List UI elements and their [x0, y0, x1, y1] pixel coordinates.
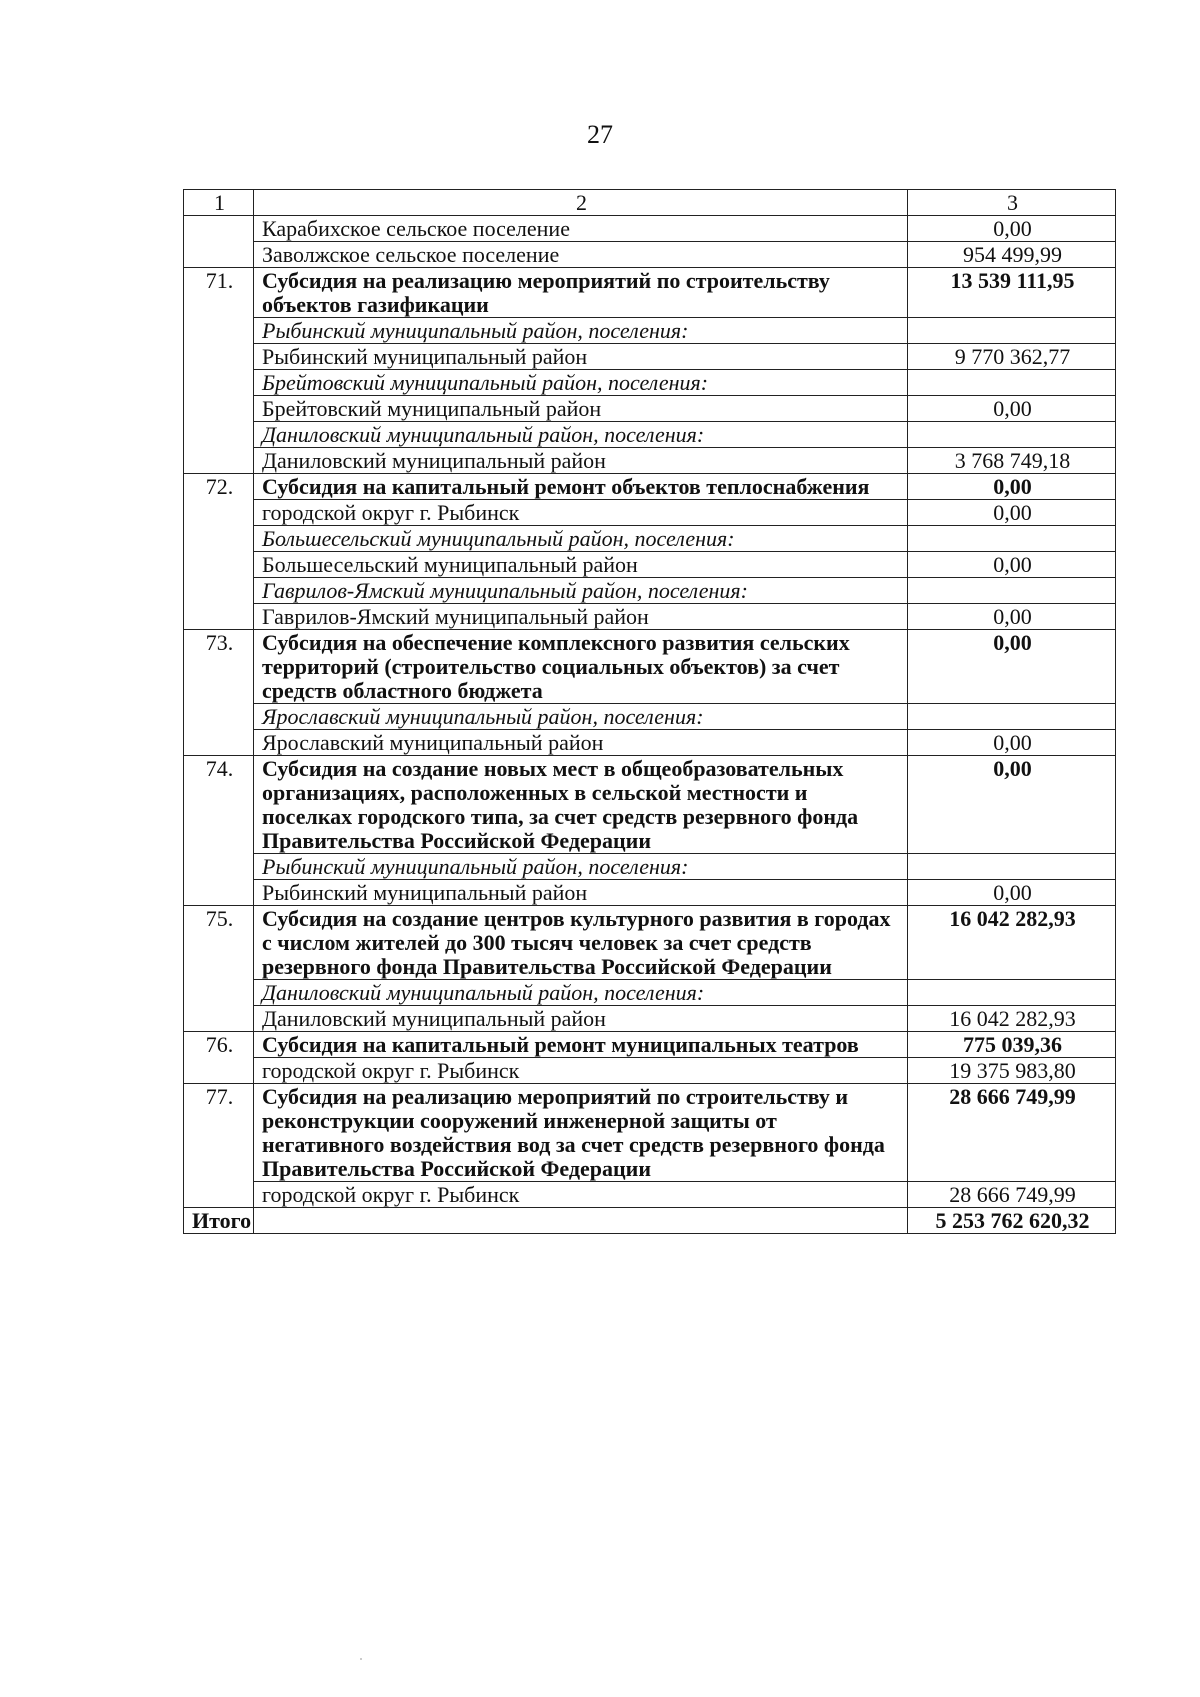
subsidy-item-row — [184, 756, 1116, 854]
subsidy-amount: 16 042 282,93 — [908, 906, 1116, 980]
subsidy-title: Субсидия на реализацию мероприятий по строительству объектов газификации — [254, 268, 908, 318]
item-number: 72. — [184, 474, 254, 630]
subsidy-amount: 0,00 — [908, 756, 1116, 854]
district-subheader-row — [184, 980, 1116, 1006]
recipient-row — [184, 216, 1116, 242]
recipient-name: Гаврилов-Ямский муниципальный район — [254, 604, 908, 630]
district-subheader-amount — [908, 370, 1116, 396]
recipient-name: Карабихское сельское поселение — [254, 216, 908, 242]
district-subheader: Рыбинский муниципальный район, поселения: — [254, 854, 908, 880]
district-subheader-row — [184, 704, 1116, 730]
subsidy-item-row — [184, 630, 1116, 704]
recipient-name: Большесельский муниципальный район — [254, 552, 908, 578]
district-subheader: Гаврилов-Ямский муниципальный район, поселения: — [254, 578, 908, 604]
district-subheader-row — [184, 854, 1116, 880]
recipient-amount: 0,00 — [908, 604, 1116, 630]
column-number-1: 1 — [184, 190, 254, 216]
district-subheader-amount — [908, 980, 1116, 1006]
recipient-row — [184, 604, 1116, 630]
recipient-amount: 3 768 749,18 — [908, 448, 1116, 474]
recipient-row — [184, 344, 1116, 370]
subsidy-table — [183, 189, 1116, 1234]
recipient-name: Ярославский муниципальный район — [254, 730, 908, 756]
recipient-row — [184, 448, 1116, 474]
subsidy-amount: 775 039,36 — [908, 1032, 1116, 1058]
recipient-amount: 0,00 — [908, 730, 1116, 756]
district-subheader-amount — [908, 526, 1116, 552]
district-subheader: Ярославский муниципальный район, поселения: — [254, 704, 908, 730]
district-subheader: Рыбинский муниципальный район, поселения: — [254, 318, 908, 344]
recipient-name: Даниловский муниципальный район — [254, 448, 908, 474]
subsidy-title: Субсидия на создание центров культурного развития в городах с числом жителей до 300 тысяч человек за счет средств резервного фонда Правительства Российской Федерации — [254, 906, 908, 980]
total-label: Итого — [184, 1208, 254, 1234]
district-subheader-amount — [908, 578, 1116, 604]
recipient-name: городской округ г. Рыбинск — [254, 1182, 908, 1208]
recipient-amount: 0,00 — [908, 216, 1116, 242]
recipient-name: Даниловский муниципальный район — [254, 1006, 908, 1032]
total-spacer — [254, 1208, 908, 1234]
district-subheader-row — [184, 526, 1116, 552]
recipient-name: Рыбинский муниципальный район — [254, 880, 908, 906]
recipient-row — [184, 242, 1116, 268]
recipient-amount: 0,00 — [908, 552, 1116, 578]
subsidy-title: Субсидия на капитальный ремонт объектов теплоснабжения — [254, 474, 908, 500]
subsidy-item-row — [184, 1084, 1116, 1182]
column-number-2: 2 — [254, 190, 908, 216]
recipient-amount: 9 770 362,77 — [908, 344, 1116, 370]
subsidy-amount: 0,00 — [908, 630, 1116, 704]
subsidy-amount: 28 666 749,99 — [908, 1084, 1116, 1182]
district-subheader-row — [184, 318, 1116, 344]
district-subheader: Даниловский муниципальный район, поселения: — [254, 980, 908, 1006]
recipient-amount: 0,00 — [908, 880, 1116, 906]
recipient-row — [184, 880, 1116, 906]
recipient-row — [184, 500, 1116, 526]
recipient-row — [184, 730, 1116, 756]
recipient-name: Рыбинский муниципальный район — [254, 344, 908, 370]
district-subheader: Брейтовский муниципальный район, поселения: — [254, 370, 908, 396]
subsidy-amount: 0,00 — [908, 474, 1116, 500]
column-number-row — [184, 190, 1116, 216]
district-subheader-amount — [908, 854, 1116, 880]
district-subheader-amount — [908, 704, 1116, 730]
subsidy-title: Субсидия на реализацию мероприятий по строительству и реконструкции сооружений инженерной защиты от негативного воздействия вод за счет средств резервного фонда Правительства Российской Федерации — [254, 1084, 908, 1182]
recipient-name: городской округ г. Рыбинск — [254, 1058, 908, 1084]
recipient-name: Заволжское сельское поселение — [254, 242, 908, 268]
recipient-amount: 19 375 983,80 — [908, 1058, 1116, 1084]
recipient-amount: 0,00 — [908, 396, 1116, 422]
subsidy-title: Субсидия на капитальный ремонт муниципальных театров — [254, 1032, 908, 1058]
item-number: 71. — [184, 268, 254, 474]
recipient-row — [184, 1006, 1116, 1032]
recipient-amount: 954 499,99 — [908, 242, 1116, 268]
subsidy-item-row — [184, 268, 1116, 318]
subsidy-item-row — [184, 1032, 1116, 1058]
recipient-name: городской округ г. Рыбинск — [254, 500, 908, 526]
subsidy-title: Субсидия на обеспечение комплексного развития сельских территорий (строительство социальных объектов) за счет средств областного бюджета — [254, 630, 908, 704]
subsidy-amount: 13 539 111,95 — [908, 268, 1116, 318]
recipient-row — [184, 1058, 1116, 1084]
total-value: 5 253 762 620,32 — [908, 1208, 1116, 1234]
subsidy-table-body — [184, 190, 1116, 1208]
recipient-row — [184, 1182, 1116, 1208]
recipient-amount: 16 042 282,93 — [908, 1006, 1116, 1032]
item-number: 76. — [184, 1032, 254, 1084]
scan-speck — [360, 1658, 362, 1660]
total-row — [184, 1208, 1116, 1234]
district-subheader-amount — [908, 422, 1116, 448]
subsidy-item-row — [184, 474, 1116, 500]
district-subheader-row — [184, 422, 1116, 448]
recipient-name: Брейтовский муниципальный район — [254, 396, 908, 422]
recipient-row — [184, 552, 1116, 578]
item-number: 75. — [184, 906, 254, 1032]
district-subheader-amount — [908, 318, 1116, 344]
subsidy-item-row — [184, 906, 1116, 980]
district-subheader-row — [184, 370, 1116, 396]
district-subheader-row — [184, 578, 1116, 604]
column-number-3: 3 — [908, 190, 1116, 216]
recipient-amount: 0,00 — [908, 500, 1116, 526]
page-number: 27 — [587, 120, 613, 149]
subsidy-title: Субсидия на создание новых мест в общеобразовательных организациях, расположенных в сельской местности и поселках городского типа, за счет средств резервного фонда Правительства Российской Федерации — [254, 756, 908, 854]
item-number: 77. — [184, 1084, 254, 1208]
recipient-amount: 28 666 749,99 — [908, 1182, 1116, 1208]
item-number-empty — [184, 216, 254, 268]
item-number: 74. — [184, 756, 254, 906]
item-number: 73. — [184, 630, 254, 756]
recipient-row — [184, 396, 1116, 422]
district-subheader: Большесельский муниципальный район, поселения: — [254, 526, 908, 552]
district-subheader: Даниловский муниципальный район, поселения: — [254, 422, 908, 448]
